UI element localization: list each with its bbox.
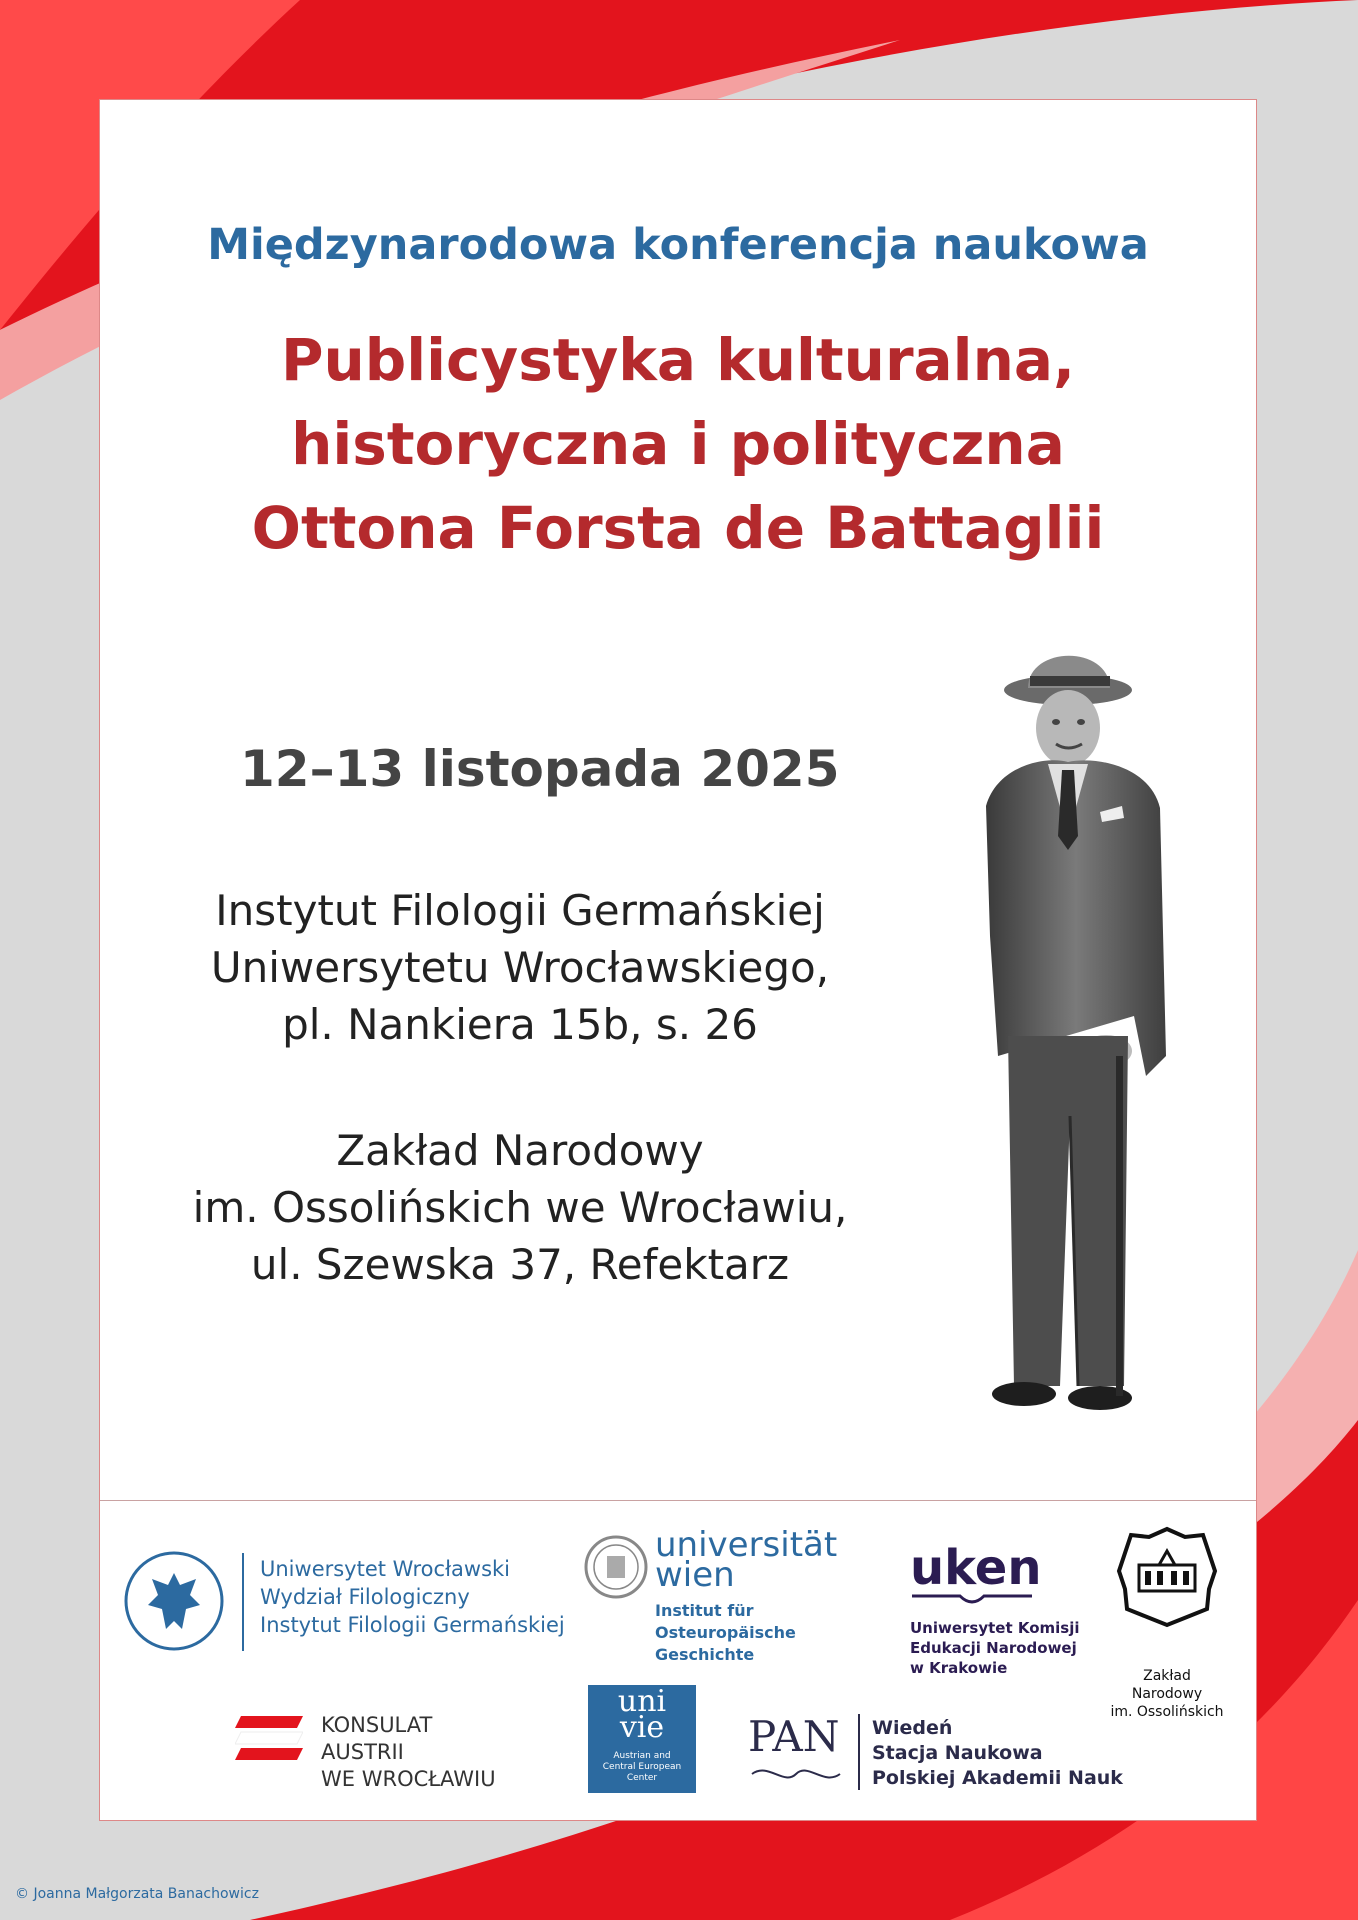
ossolineum-line: im. Ossolińskich [1110,1704,1224,1720]
venue-line: Zakład Narodowy [336,1126,704,1175]
uken-line: w Krakowie [910,1659,1008,1677]
venue-line: pl. Nankiera 15b, s. 26 [282,1000,758,1049]
logo-uken [910,1540,1110,1680]
photo-credit: © Joanna Małgorzata Banachowicz [15,1886,259,1902]
pan-flourish-icon [748,1762,844,1786]
portrait-photo [928,636,1188,1428]
univie-center-line: uni [617,1684,667,1719]
univie-seal-icon [583,1534,649,1600]
uwr-line: Uniwersytet Wrocławski [260,1557,511,1581]
konsulat-line: WE WROCŁAWIU [321,1767,496,1791]
logo-univie-center [588,1685,696,1793]
konsulat-line: AUSTRII [321,1740,404,1764]
pan-line: Polskiej Akademii Nauk [872,1767,1123,1789]
conference-title [100,318,1256,570]
title-line: Ottona Forsta de Battaglii [251,494,1105,562]
title-line: historyczna i polityczna [291,410,1065,478]
event-date: 12–13 listopada 2025 [240,740,840,798]
uwr-eagle-icon [122,1549,226,1653]
uwr-separator [242,1553,244,1651]
konsulat-line: KONSULAT [321,1713,433,1737]
section-divider [100,1500,1256,1501]
ossolineum-line: Zakład [1143,1668,1191,1684]
venue-ossolineum [130,1122,910,1293]
univie-center-line: vie [619,1710,665,1745]
venue-institute [130,882,910,1053]
ossolineum-building-icon [1115,1525,1219,1629]
pan-line: Stacja Naukowa [872,1742,1043,1764]
univie-line: wien [655,1555,735,1595]
uken-line: Uniwersytet Komisji [910,1619,1080,1637]
title-line: Publicystyka kulturalna, [280,326,1076,394]
univie-center-sub-line: Center [626,1773,658,1783]
venue-line: Instytut Filologii Germańskiej [215,886,825,935]
pan-line: Wiedeń [872,1717,953,1739]
uken-wordmark: uken [910,1540,1042,1596]
uken-line: Edukacji Narodowej [910,1639,1077,1657]
austrian-flag-icon [235,1716,303,1760]
univie-center-sub-line: Austrian and [613,1751,671,1761]
logo-konsulat [235,1712,535,1802]
univie-center-sub-line: Central European [602,1762,682,1772]
logo-univie [583,1525,883,1664]
uwr-line: Wydział Filologiczny [260,1585,470,1609]
venue-line: ul. Szewska 37, Refektarz [250,1240,790,1289]
conference-subtitle: Międzynarodowa konferencja naukowa [207,220,1149,270]
univie-sub-line: Institut für Osteuropäische [655,1601,796,1642]
logo-uwr [122,1545,592,1655]
uwr-line: Instytut Filologii Germańskiej [260,1613,565,1637]
venue-line: Uniwersytetu Wrocławskiego, [210,943,830,992]
poster-card [99,99,1257,1821]
ossolineum-line: Narodowy [1131,1686,1203,1702]
venue-line: im. Ossolińskich we Wrocławiu, [192,1183,848,1232]
pan-wordmark: PAN [748,1712,840,1761]
uken-swoosh-icon [910,1592,1034,1612]
pan-separator [858,1714,860,1790]
logo-pan [748,1712,1128,1802]
univie-line: universität [655,1525,838,1565]
univie-sub-line: Geschichte [655,1645,755,1664]
